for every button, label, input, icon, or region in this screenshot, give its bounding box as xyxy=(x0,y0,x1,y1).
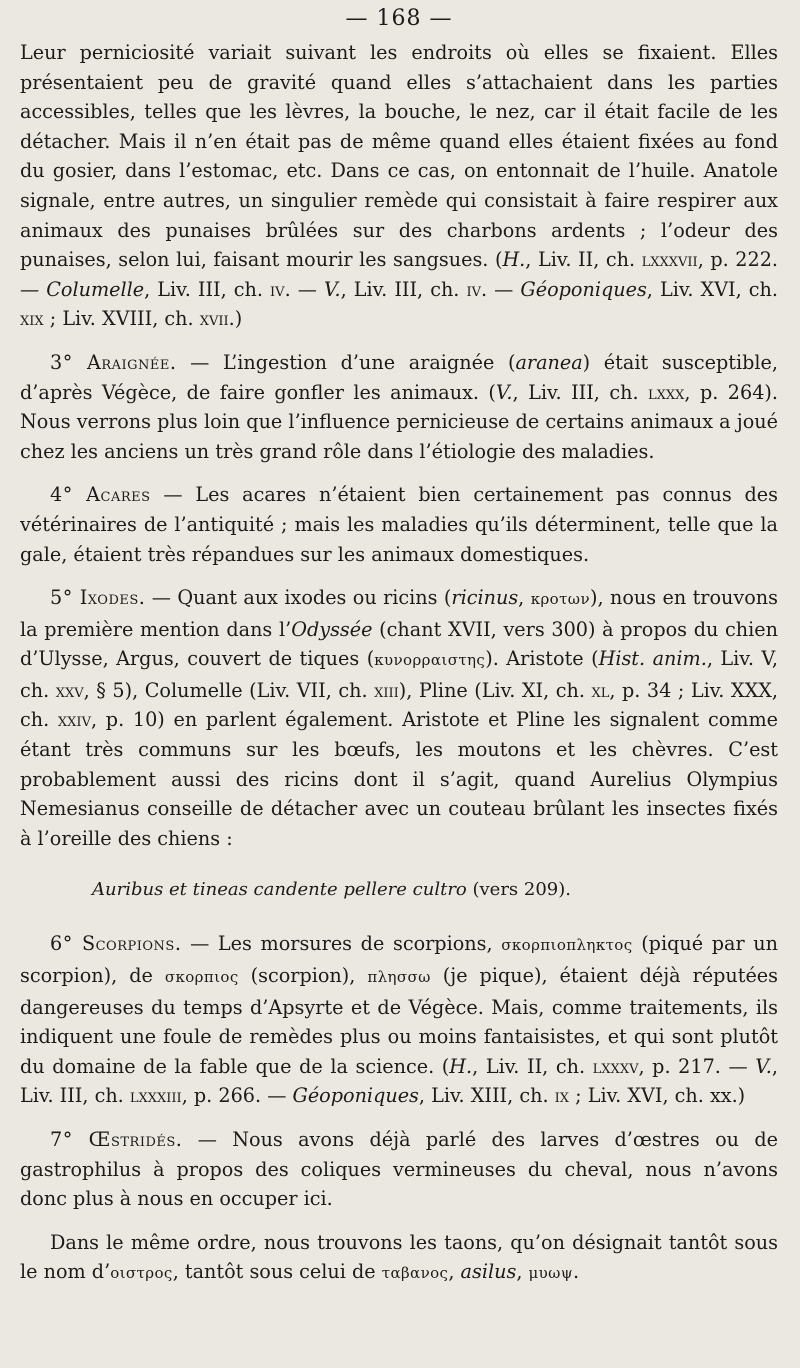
chapter-number: lxxxvii xyxy=(641,248,698,272)
text: . — xyxy=(481,277,521,301)
paragraph-horseflies xyxy=(20,1228,778,1289)
verse-text: Auribus et tineas candente pellere cultro xyxy=(92,879,467,901)
citation-abbrev: H. xyxy=(502,248,526,272)
section-label: 6° Scorpions. xyxy=(50,932,182,956)
greek-term: κροτων xyxy=(530,590,590,609)
greek-term: μυωψ xyxy=(528,1264,573,1283)
text: , xyxy=(516,1260,529,1284)
paragraph-scorpions xyxy=(20,929,778,1111)
text: , p. 264). Nous verrons plus loin que l’influence pernicieuse de certains animaux a joué chez les anciens un très grand rôle dans l’étiologie des maladies. xyxy=(20,380,778,463)
text: ; Liv. XVIII, ch. xyxy=(43,307,200,331)
chapter-number: iv xyxy=(466,277,481,301)
text: (chant XVII, vers 300) à propos du chien d’Ulysse, Argus, couvert de tiques ( xyxy=(20,617,778,671)
section-label: 7° Œstridés. xyxy=(50,1128,183,1151)
text: Dans le même ordre, nous trouvons les taons, qu’on désignait tantôt sous le nom d’ xyxy=(20,1230,778,1284)
text: — Nous avons déjà parlé des larves d’œstres ou de gastrophilus à propos des coliques vermineuses du cheval, nous n’avons donc plus à nous en occuper ici. xyxy=(20,1128,778,1211)
text: ; Liv. XVI, ch. xx.) xyxy=(569,1084,746,1108)
text: (piqué par un scorpion), de xyxy=(20,932,779,988)
chapter-number: lxxx xyxy=(648,380,685,404)
text: , xyxy=(518,586,531,610)
text: ), nous en trouvons la première mention dans l’ xyxy=(20,586,778,641)
text: , Liv. III, ch. xyxy=(144,277,271,301)
paragraph-spider xyxy=(20,348,778,466)
text: . xyxy=(572,1260,580,1284)
text: .) xyxy=(228,307,243,331)
text: (scorpion), xyxy=(238,964,368,988)
greek-term: σκορπιος xyxy=(164,968,239,987)
text: Leur perniciosité variait suivant les endroits où elles se fixaient. Elles présentaient peu de gravité quand elles s’attachaient dans les parties accessibles, telles que les lèvres, la bouche, le nez, car il était facile de les détacher. Mais il n’en était pas de même quand elles étaient fixées au fond du gosier, dans l’estomac, etc. Dans ce cas, on entonnait de l’huile. Anatole signale, entre autres, un singulier remède qui consistait à faire respirer aux animaux des punaises brûlées sur des charbons ardents ; l’odeur des punaises, selon lui, faisant mourir les sangsues. ( xyxy=(20,41,778,272)
chapter-number: iv xyxy=(270,277,285,301)
text: , Liv. V, ch. xyxy=(20,647,779,702)
text: — Quant aux ixodes ou ricins ( xyxy=(145,586,452,610)
text: , p. 222. — xyxy=(20,248,778,301)
citation-title: Géoponiques xyxy=(520,277,647,301)
latin-term: aranea xyxy=(515,350,583,374)
citation-abbrev: V. xyxy=(495,380,513,404)
greek-term: ταβανος xyxy=(381,1264,449,1283)
page-number: — 168 — xyxy=(345,6,453,31)
greek-term: πλησσω xyxy=(367,968,431,987)
latin-verse-quote xyxy=(92,875,778,905)
text: . — xyxy=(284,277,324,301)
chapter-number: xxiv xyxy=(57,708,91,732)
text: ), Pline (Liv. XI, ch. xyxy=(398,678,592,702)
citation-title: Géoponiques xyxy=(292,1084,419,1108)
chapter-number: xix xyxy=(20,307,44,331)
citation-abbrev: H. xyxy=(449,1054,473,1078)
text: — Les morsures de scorpions, xyxy=(181,932,502,956)
greek-term: οιστρος xyxy=(110,1264,173,1283)
work-title: Hist. anim. xyxy=(598,647,707,671)
section-label: 3° Araignée. xyxy=(50,350,177,374)
chapter-number: ix xyxy=(554,1084,570,1108)
text: , p. 10) en parlent également. Aristote et Pline les signalent comme étant très communs sur les bœufs, les moutons et les chèvres. C’est probablement aussi des ricins dont il s’agit, quand Aurelius Olympius Nemesianus conseille de détacher avec un couteau brûlant les insectes fixés à l’oreille des chiens : xyxy=(20,708,778,850)
text: , Liv. XIII, ch. xyxy=(418,1084,555,1108)
citation-abbrev: V. xyxy=(755,1054,772,1078)
paragraph-oestrids xyxy=(20,1125,778,1214)
work-title: Odyssée xyxy=(291,617,373,641)
text: — L’ingestion d’une araignée ( xyxy=(176,350,516,374)
text: , xyxy=(448,1260,461,1284)
greek-term: κυνορραιστης xyxy=(374,651,486,670)
verse-reference: (vers 209). xyxy=(466,879,571,901)
text: , tantôt sous celui de xyxy=(172,1260,382,1284)
text: , p. 266. — xyxy=(181,1084,293,1108)
text: , Liv. III, ch. xyxy=(340,277,467,301)
greek-term: σκορπιοπληκτος xyxy=(501,936,633,955)
paragraph-ticks xyxy=(20,583,778,853)
paragraph-mites xyxy=(20,480,778,569)
chapter-number: lxxxv xyxy=(592,1054,639,1078)
text: (je pique), étaient déjà réputées dangereuses du temps d’Apsyrte et de Végèce. Mais, comme traitements, ils indiquent une foule de remèdes plus ou moins fantaisistes, et qui sont plutôt du domaine de la fable que de la science. ( xyxy=(20,964,778,1078)
chapter-number: xxv xyxy=(55,678,84,702)
text: , § 5), Columelle (Liv. VII, ch. xyxy=(83,678,375,702)
text: ) était susceptible, d’après Végèce, de faire gonfler les animaux. ( xyxy=(20,350,778,404)
text: , Liv. III, ch. xyxy=(512,380,648,404)
text: , Liv. II, ch. xyxy=(525,248,642,272)
chapter-number: xiii xyxy=(374,678,399,702)
text: , Liv. II, ch. xyxy=(472,1054,593,1078)
latin-term: asilus xyxy=(460,1260,517,1284)
citation-abbrev: V. xyxy=(323,277,341,301)
text: , Liv. XVI, ch. xyxy=(646,277,778,301)
citation-author: Columelle xyxy=(46,277,145,301)
text: , Liv. III, ch. xyxy=(20,1054,779,1108)
chapter-number: lxxxiii xyxy=(129,1084,182,1108)
text: — Les acares n’étaient bien certainement pas connus des vétérinaires de l’antiquité ; mais les maladies qu’ils déterminent, telle que la gale, étaient très répandues sur les animaux domestiques. xyxy=(20,483,778,566)
text: ). Aristote ( xyxy=(485,647,599,671)
section-label: 5° Ixodes. xyxy=(50,586,146,610)
chapter-number: xl xyxy=(591,678,610,702)
paragraph-leeches xyxy=(20,38,778,334)
text: , p. 217. — xyxy=(638,1054,756,1078)
section-label: 4° Acares xyxy=(50,483,151,507)
latin-term: ricinus xyxy=(451,586,519,610)
chapter-number: xvii xyxy=(199,307,229,331)
text: , p. 34 ; Liv. XXX, ch. xyxy=(20,678,778,732)
